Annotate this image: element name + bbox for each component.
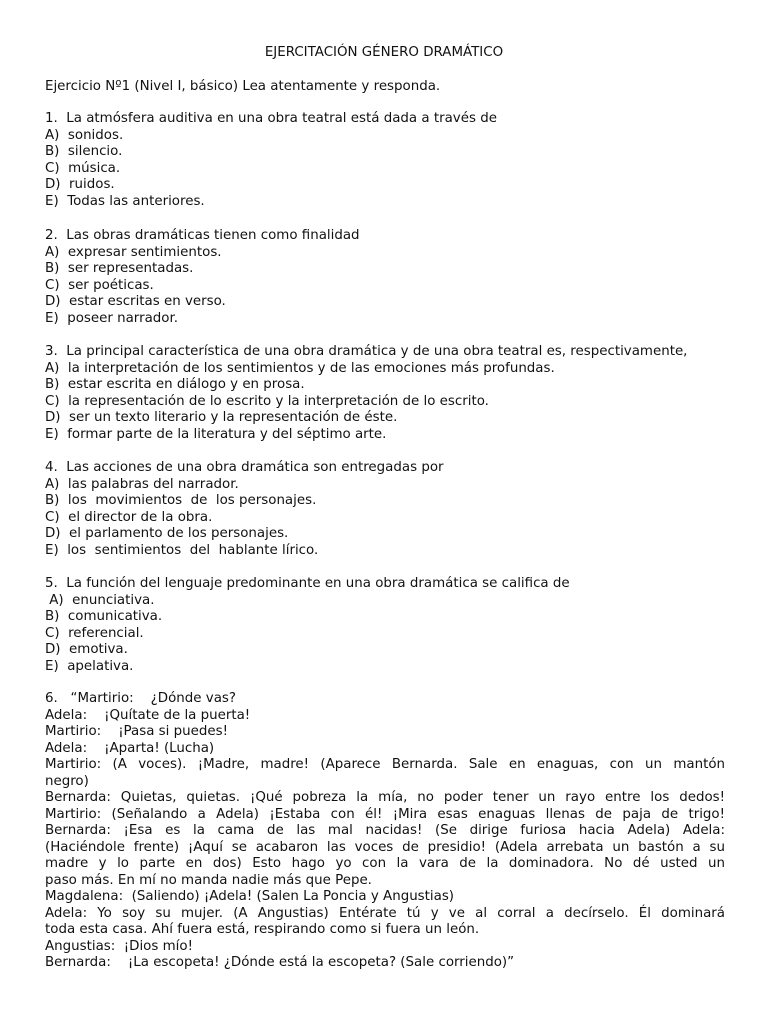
question-stem: 5. La función del lenguaje predominante en una obra dramática se califica de [45,576,570,591]
question-3 [45,344,725,443]
answer-option: A) las palabras del narrador. [45,476,239,492]
answer-option: E) formar parte de la literatura y del séptimo arte. [45,426,387,442]
excerpt-line: Martirio: (A voces). ¡Madre, madre! (Aparece Bernarda. Sale en enaguas, con un mantón [45,757,725,772]
answer-option: E) Todas las anteriores. [45,193,205,209]
answer-option: A) expresar sentimientos. [45,244,222,260]
question-stem: 1. La atmósfera auditiva en una obra teatral está dada a través de [45,111,497,126]
answer-option: B) silencio. [45,144,123,159]
question-5 [45,576,725,675]
excerpt-line: Bernarda: ¡La escopeta! ¿Dónde está la escopeta? (Sale corriendo)” [45,955,515,970]
answer-option: B) comunicativa. [45,609,163,624]
question-2 [45,228,725,327]
answer-option: E) poseer narrador. [45,310,179,326]
excerpt-line: paso más. En mí no manda nadie más que Pepe. [45,872,372,888]
question-6-excerpt [45,691,725,972]
answer-option: B) los movimientos de los personajes. [45,493,317,508]
answer-option: A) sonidos. [45,127,124,143]
answer-option: E) apelativa. [45,658,134,674]
excerpt-line: Martirio: (Señalando a Adela) ¡Estaba con él! ¡Mira esas enaguas llenas de paja de trigo! [45,806,725,822]
excerpt-line: Adela: ¡Aparta! (Lucha) [45,740,215,756]
answer-option: E) los sentimientos del hablante lírico. [45,542,319,558]
excerpt-line: Angustias: ¡Dios mío! [45,938,193,954]
excerpt-line: Adela: ¡Quítate de la puerta! [45,707,251,723]
answer-option: C) la representación de lo escrito y la interpretación de lo escrito. [45,393,489,409]
answer-option: A) la interpretación de los sentimientos y de las emociones más profundas. [45,360,555,376]
excerpt-line: toda esta casa. Ahí fuera está, respirando como si fuera un león. [45,922,480,937]
answer-option: B) estar escrita en diálogo y en prosa. [45,377,305,392]
excerpt-line: Bernarda: ¡Esa es la cama de las mal nacidas! (Se dirige furiosa hacia Adela) Adela: [45,823,725,838]
excerpt-line: 6. “Martirio: ¿Dónde vas? [45,691,236,706]
answer-option: B) ser representadas. [45,261,194,276]
answer-option: D) ser un texto literario y la representación de éste. [45,410,398,425]
question-stem: 4. Las acciones de una obra dramática son entregadas por [45,460,444,475]
question-4 [45,460,725,559]
question-stem: 3. La principal característica de una obra dramática y de una obra teatral es, respectivamente, [45,344,688,359]
excerpt-line: madre y lo parte en dos) Esto hago yo con la vara de la dominadora. No dé usted un [45,856,725,871]
question-1 [45,111,725,210]
answer-option: C) música. [45,160,121,176]
exercise-intro: Ejercicio Nº1 (Nivel I, básico) Lea atentamente y responda. [45,79,441,94]
excerpt-line: negro) [45,773,89,789]
excerpt-line: Magdalena: (Saliendo) ¡Adela! (Salen La Poncia y Angustias) [45,889,455,904]
answer-option: C) ser poéticas. [45,277,154,293]
excerpt-line: Martirio: ¡Pasa si puedes! [45,724,228,739]
answer-option: D) estar escritas en verso. [45,294,226,309]
answer-option: A) enunciativa. [45,592,155,608]
page-title: EJERCITACIÓN GÉNERO DRAMÁTICO [264,45,504,60]
excerpt-line: Bernarda: Quietas, quietas. ¡Qué pobreza la mía, no poder tener un rayo entre los dedos! [45,790,725,805]
answer-option: C) referencial. [45,625,144,641]
excerpt-line: (Haciéndole frente) ¡Aquí se acabaron las voces de presidio! (Adela arrebata un bastón a su [45,839,725,855]
answer-option: D) ruidos. [45,177,115,192]
answer-option: D) emotiva. [45,642,128,657]
excerpt-line: Adela: Yo soy su mujer. (A Angustias) Entérate tú y ve al corral a decírselo. Él dominará [45,905,725,921]
answer-option: C) el director de la obra. [45,509,213,525]
question-stem: 2. Las obras dramáticas tienen como finalidad [45,228,360,243]
answer-option: D) el parlamento de los personajes. [45,526,289,541]
